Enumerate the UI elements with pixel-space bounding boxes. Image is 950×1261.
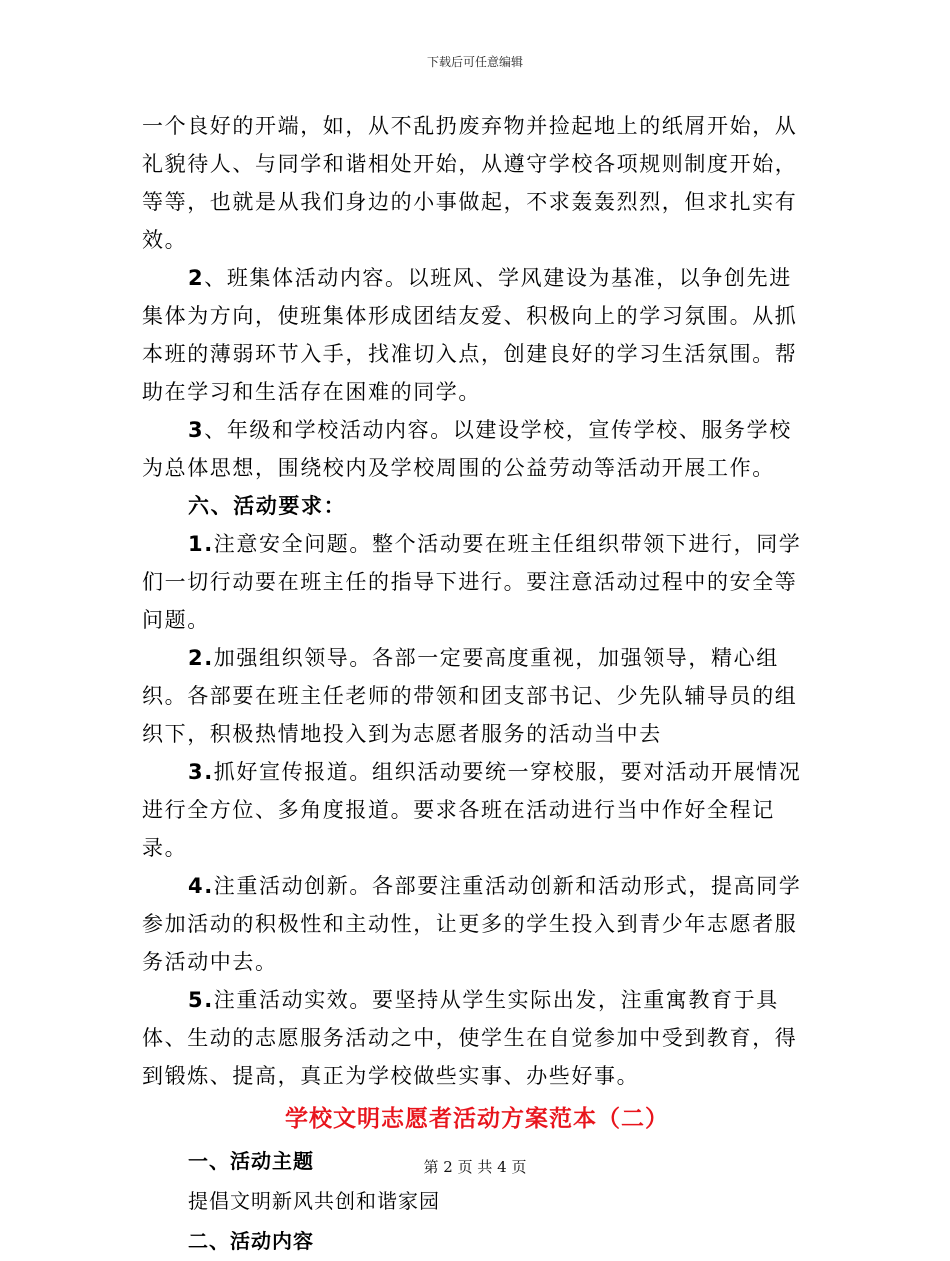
theme-text: 提倡文明新风共创和谐家园	[188, 1189, 440, 1213]
requirement-item-1	[142, 525, 812, 639]
requirement-text: 抓好宣传报道。组织活动要统一穿校服，要对活动开展情况进行全方位、多角度报道。要求各班在活动进行当中作好全程记录。	[142, 760, 802, 860]
paragraph-class-activity	[142, 259, 812, 411]
paragraph-text: 、班集体活动内容。以班风、学风建设为基准，以争创先进集体为方向，使班集体形成团结友爱、积极向上的学习氛围。从抓本班的薄弱环节入手，找准切入点，创建良好的学习生活氛围。帮助在学习和生活存在困难的同学。	[142, 266, 798, 404]
requirement-text: 注重活动实效。要坚持从学生实际出发，注重寓教育于具体、生动的志愿服务活动之中，使学生在自觉参加中受到教育，得到锻炼、提高，真正为学校做些实事、办些好事。	[142, 988, 798, 1088]
requirement-text: 注重活动创新。各部要注重活动创新和活动形式，提高同学参加活动的积极性和主动性，让更多的学生投入到青少年志愿者服务活动中去。	[142, 874, 802, 974]
requirement-item-2	[142, 639, 812, 753]
paragraph-text: 、年级和学校活动内容。以建设学校，宣传学校、服务学校为总体思想，围绕校内及学校周围的公益劳动等活动开展工作。	[142, 418, 792, 480]
section-heading-theme: 一、活动主题	[188, 1149, 314, 1173]
requirement-item-4	[142, 867, 812, 981]
paragraph-continuation: 一个良好的开端，如，从不乱扔废弃物并捡起地上的纸屑开始，从礼貌待人、与同学和谐相处开始，从遵守学校各项规则制度开始，等等，也就是从我们身边的小事做起，不求轰轰烈烈，但求扎实有效。	[142, 114, 798, 252]
requirement-item-5	[142, 981, 812, 1095]
item-number: 5.	[188, 988, 214, 1012]
page-footer: 第 2 页 共 4 页	[423, 1158, 527, 1176]
item-number: 4.	[188, 874, 214, 898]
paragraph-school-activity	[142, 411, 812, 487]
item-number: 3	[188, 418, 205, 442]
item-number: 2	[188, 266, 205, 290]
requirement-text: 注意安全问题。整个活动要在班主任组织带领下进行，同学们一切行动要在班主任的指导下进行。要注意活动过程中的安全等问题。	[142, 532, 802, 632]
requirement-text: 加强组织领导。各部一定要高度重视，加强领导，精心组织。各部要在班主任老师的带领和团支部书记、少先队辅导员的组织下，积极热情地投入到为志愿者服务的活动当中去	[142, 646, 798, 746]
section-heading-requirements: 六、活动要求：	[188, 494, 347, 518]
document-body	[142, 107, 812, 1261]
section-title-red: 学校文明志愿者活动方案范本（二）	[285, 1106, 669, 1132]
section-heading-content: 二、活动内容	[188, 1229, 314, 1253]
item-number: 3.	[188, 760, 214, 784]
requirement-item-3	[142, 753, 812, 867]
item-number: 1.	[188, 532, 214, 556]
item-number: 2.	[188, 646, 214, 670]
page-header: 下载后可任意编辑	[426, 55, 523, 69]
